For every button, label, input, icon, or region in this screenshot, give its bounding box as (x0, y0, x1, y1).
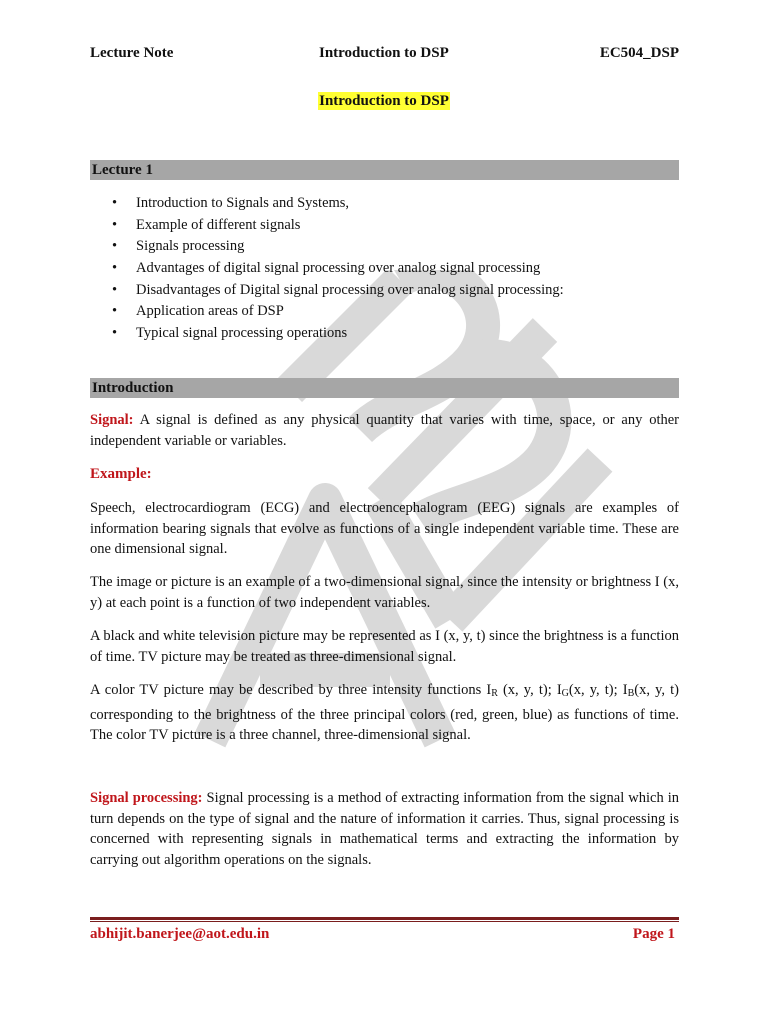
paragraph-color-tv: A color TV picture may be described by three intensity functions $I_R$ (x, y, t); $I_G(x$, y, t); $I_B(x$, y, t) corresponding to the brightness of the three principal colors (red, green, blue) as functions of time. The color TV picture is a three channel, three-dimensional signal. (90, 682, 680, 743)
header-center: Introduction to DSP (319, 45, 449, 61)
list-item: • Example of different signals (108, 215, 564, 237)
bullet-icon: • (112, 216, 118, 233)
list-item: • Advantages of digital signal processing over analog signal processing (108, 258, 564, 280)
bullet-icon: • (112, 260, 118, 277)
running-header (90, 45, 679, 65)
signal-definition-text: A signal is defined as any physical quantity that varies with time, space, or any other independent variable or variables. (90, 412, 679, 449)
signal-definition (90, 410, 679, 451)
example-label: Example: (90, 466, 152, 482)
footer-email: abhijit.banerjee@aot.edu.in (90, 926, 270, 942)
paragraph-3d-signals: A black and white television picture may be represented as I (x, y, t) since the brightness is a function of time. TV picture may be treated as three-dimensional signal. (90, 628, 679, 665)
signal-processing-label: Signal processing: (90, 790, 203, 806)
signal-label: Signal: (90, 412, 134, 428)
list-item: • Typical signal processing operations (108, 323, 564, 345)
header-right: EC504_DSP (599, 45, 679, 61)
bullet-icon: • (112, 303, 118, 320)
page-number: Page 1 (632, 926, 675, 942)
list-item: • Signals processing (108, 236, 564, 258)
lecture-topic-list (108, 193, 564, 345)
list-item: • Disadvantages of Digital signal processing over analog signal processing: (108, 280, 564, 302)
list-item: • Introduction to Signals and Systems, (108, 193, 564, 215)
bullet-icon: • (112, 325, 118, 342)
bullet-icon: • (112, 238, 118, 255)
header-left: Lecture Note (90, 45, 174, 61)
bullet-icon: • (112, 281, 118, 298)
paragraph-2d-signals: The image or picture is an example of a two-dimensional signal, since the intensity or brightness I (x, y) at each point is a function of two independent variables. (90, 574, 679, 611)
signal-processing-text: Signal processing is a method of extracting information from the signal which in turn depends on the type of signal and the nature of information it carries. Thus, signal processing is concerned with representing signals in mathematical terms and extracting the information by carrying out algorithm operations on the signals. (90, 790, 679, 868)
footer-divider-thin (90, 921, 679, 922)
footer-divider (90, 917, 679, 920)
signal-processing-definition (90, 788, 679, 870)
list-item: • Application areas of DSP (108, 301, 564, 323)
document-title: Introduction to DSP (319, 93, 449, 109)
bullet-icon: • (112, 195, 118, 211)
section-heading-introduction: Introduction (90, 378, 679, 398)
paragraph-1d-signals: Speech, electrocardiogram (ECG) and electroencephalogram (EEG) signals are examples of information bearing signals that evolve as functions of a single independent variable time. These are one dimensional signal. (90, 500, 679, 557)
section-heading-lecture: Lecture 1 (90, 160, 679, 180)
document-title-wrap (0, 92, 768, 110)
